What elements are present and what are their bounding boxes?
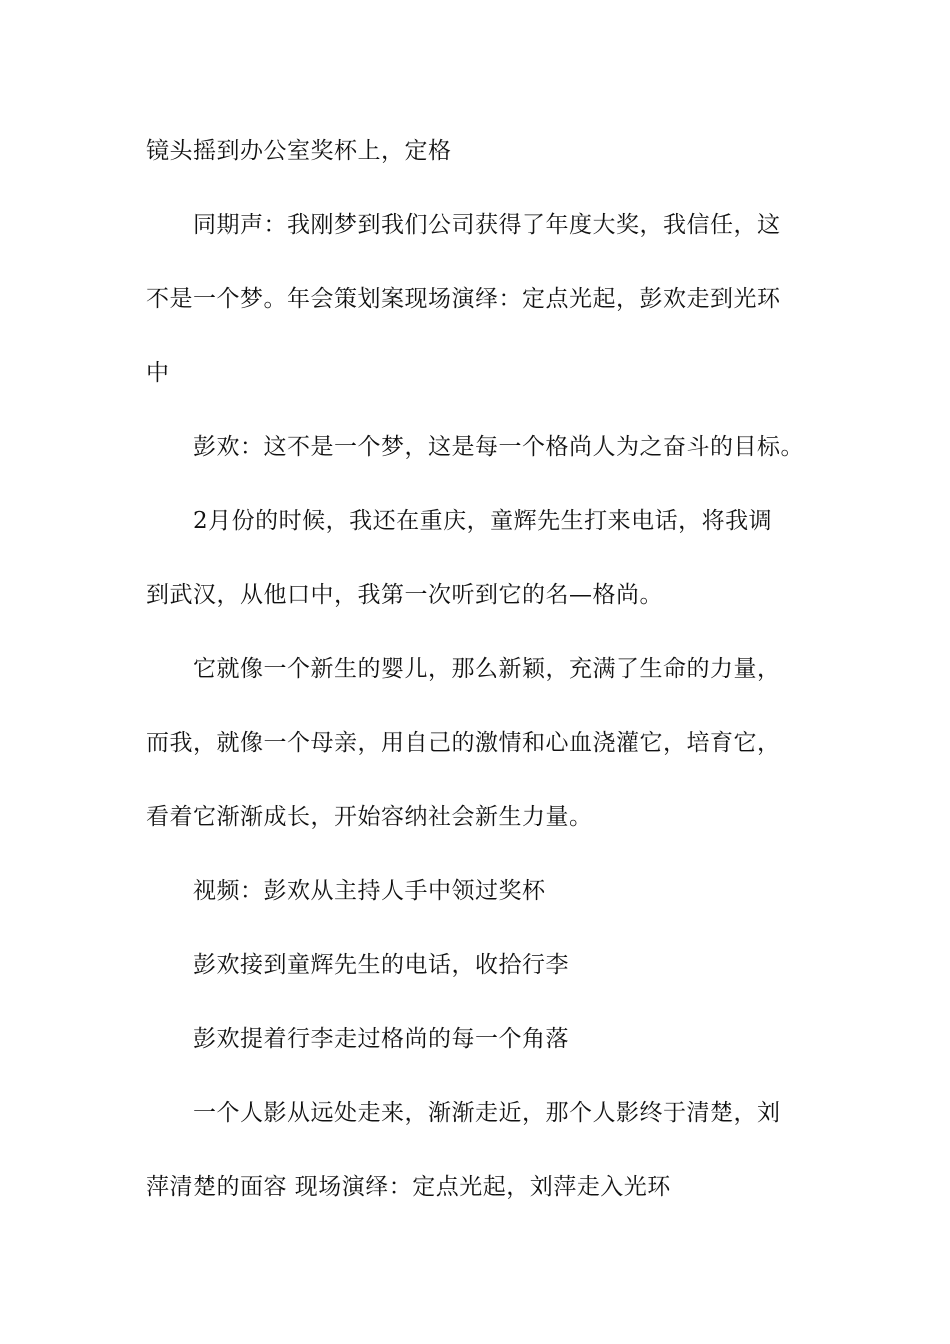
- text-line-14: 一个人影从远处走来，渐渐走近，那个人影终于清楚，刘: [193, 1100, 781, 1126]
- text-line-15: 萍清楚的面容 现场演绎：定点光起，刘萍走入光环: [146, 1174, 671, 1200]
- text-line-8: 它就像一个新生的婴儿，那么新颖，充满了生命的力量，: [193, 656, 781, 682]
- text-line-10: 看着它渐渐成长，开始容纳社会新生力量。: [146, 804, 593, 830]
- text-line-12: 彭欢接到童辉先生的电话，收拾行李: [193, 952, 569, 978]
- text-line-7: 到武汉，从他口中，我第一次听到它的名—格尚。: [146, 582, 663, 608]
- text-line-4: 中: [146, 360, 170, 386]
- text-line-11: 视频：彭欢从主持人手中领过奖杯: [193, 878, 546, 904]
- text-line-13: 彭欢提着行李走过格尚的每一个角落: [193, 1026, 569, 1052]
- text-line-2: 同期声：我刚梦到我们公司获得了年度大奖，我信任，这: [193, 212, 781, 238]
- text-line-3: 不是一个梦。年会策划案现场演绎：定点光起，彭欢走到光环: [146, 286, 781, 312]
- text-line-5: 彭欢：这不是一个梦，这是每一个格尚人为之奋斗的目标。: [193, 434, 804, 460]
- text-line-6: 2月份的时候，我还在重庆，童辉先生打来电话，将我调: [193, 508, 773, 534]
- text-line-9: 而我，就像一个母亲，用自己的激情和心血浇灌它，培育它，: [146, 730, 781, 756]
- text-line-1: 镜头摇到办公室奖杯上，定格: [146, 138, 452, 164]
